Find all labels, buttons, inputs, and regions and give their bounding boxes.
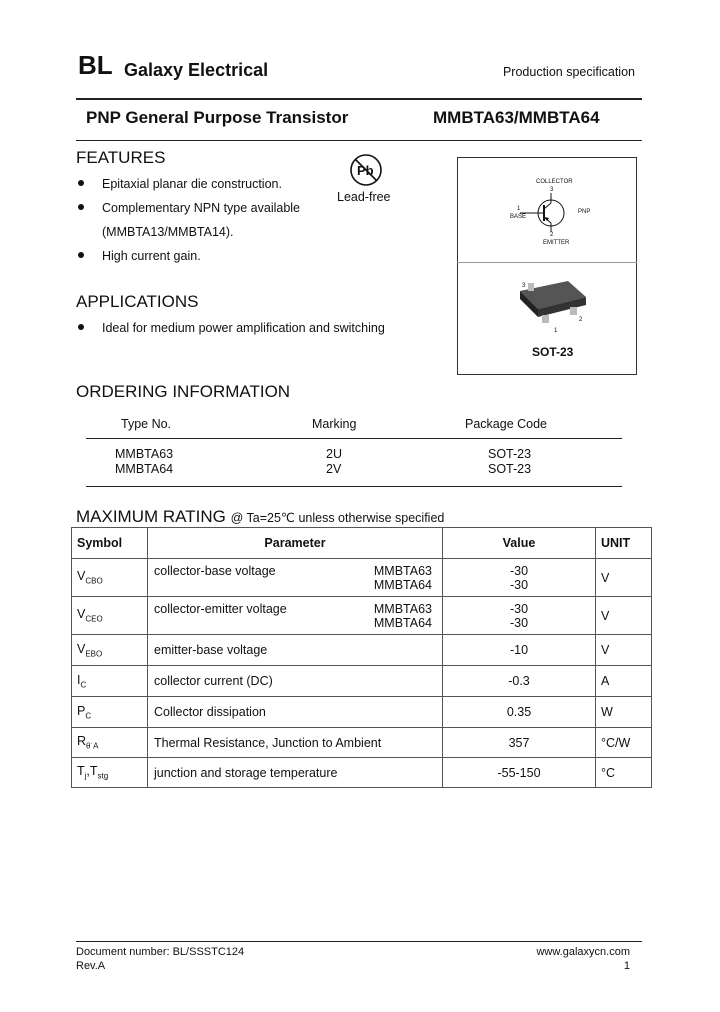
table-row: $I_C$ collector current (DC) -0.3 A xyxy=(72,666,652,697)
doc-number: Document number: BL/SSSTC124 xyxy=(76,946,245,958)
doc-type: Production specification xyxy=(502,65,635,79)
ordering-cell: SOT-23 xyxy=(488,447,532,461)
pin-emitter: 2 xyxy=(550,232,554,238)
table-row: $R_{\theta ʿA}$ Thermal Resistance, Junction to Ambient 357 °C/W xyxy=(72,728,652,758)
sot23-package-icon xyxy=(458,263,636,373)
ordering-bottom-rule xyxy=(86,486,622,487)
lead-free-icon xyxy=(342,152,388,188)
lead-free-symbol: Pb xyxy=(357,163,374,178)
ordering-cell: SOT-23 xyxy=(488,462,532,476)
feature-item: Complementary NPN type available xyxy=(102,201,300,215)
ordering-cell: 2U xyxy=(326,447,342,461)
feature-item: High current gain. xyxy=(102,249,201,263)
ordering-col-marking: Marking xyxy=(312,417,357,431)
ordering-col-package: Package Code xyxy=(465,417,548,431)
website-link[interactable]: www.galaxycn.com xyxy=(536,946,630,958)
svg-text:1: 1 xyxy=(554,328,558,334)
rating-condition: @ Ta=25℃ unless otherwise specified xyxy=(230,511,445,525)
applications-heading: APPLICATIONS xyxy=(76,292,199,311)
table-row: $V_{EBO}$ emitter-base voltage -10 V xyxy=(72,635,652,666)
svg-text:3: 3 xyxy=(522,283,526,289)
page-number: 1 xyxy=(623,960,630,972)
ordering-header-rule xyxy=(86,438,622,439)
footer-rule xyxy=(76,941,642,942)
rating-header-row xyxy=(72,528,652,559)
ordering-heading: ORDERING INFORMATION xyxy=(76,382,291,401)
table-row: $P_C$ Collector dissipation 0.35 W xyxy=(72,697,652,728)
header-rule xyxy=(76,98,642,100)
col-parameter: Parameter xyxy=(148,528,443,559)
pin-collector: 3 xyxy=(550,187,554,193)
title-rule xyxy=(76,140,642,141)
pin-base: 1 xyxy=(517,206,521,212)
features-heading: FEATURES xyxy=(76,148,166,167)
col-value: Value xyxy=(443,528,596,559)
page-title: PNP General Purpose Transistor xyxy=(86,108,349,127)
emitter-label: EMITTER xyxy=(543,240,570,246)
revision: Rev.A xyxy=(76,960,106,972)
package-label: SOT-23 xyxy=(532,345,574,359)
ordering-cell: MMBTA64 xyxy=(115,462,174,476)
col-unit: UNIT xyxy=(596,528,652,559)
table-row: $V_{CBO}$ collector-base voltage MMBTA63 MMBTA64 -30 -30 V xyxy=(72,559,652,597)
brand-name: Galaxy Electrical xyxy=(124,60,269,80)
type-label: PNP xyxy=(578,209,591,215)
ordering-cell: MMBTA63 xyxy=(115,447,174,461)
part-number: MMBTA63/MMBTA64 xyxy=(433,108,600,127)
ordering-cell: 2V xyxy=(326,462,342,476)
col-symbol: Symbol xyxy=(72,528,148,559)
brand-logo: BL xyxy=(78,50,113,80)
svg-text:2: 2 xyxy=(579,317,583,323)
ordering-col-type: Type No. xyxy=(121,417,172,431)
table-row: $T_j,T_{stg}$ junction and storage temperature -55-150 °C xyxy=(72,758,652,788)
transistor-symbol-icon xyxy=(458,158,636,262)
table-row: $V_{CEO}$ collector-emitter voltage MMBTA63 MMBTA64 -30 -30 V xyxy=(72,597,652,635)
rating-heading: MAXIMUM RATING @ Ta=25℃ unless otherwise specified xyxy=(76,507,445,526)
feature-item-continued: (MMBTA13/MMBTA14). xyxy=(102,225,234,239)
feature-item: Epitaxial planar die construction. xyxy=(102,177,282,191)
lead-free-label: Lead-free xyxy=(337,190,391,204)
rating-table xyxy=(71,527,652,788)
collector-label: COLLECTOR xyxy=(536,179,573,185)
application-item: Ideal for medium power amplification and switching xyxy=(102,321,385,335)
base-label: BASE xyxy=(510,214,527,220)
